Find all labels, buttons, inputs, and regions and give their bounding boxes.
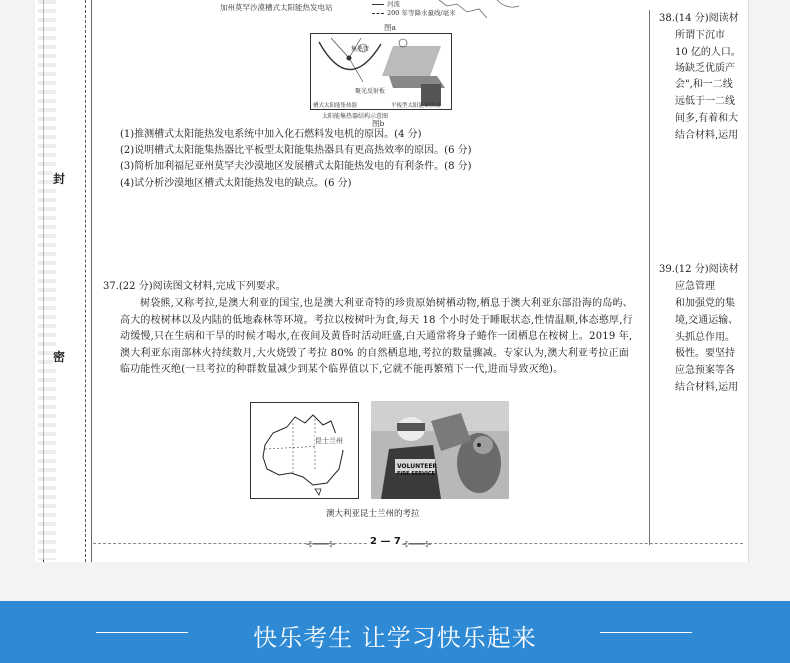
q38-line-4: 场缺乏优质产 [675, 63, 735, 74]
watermark-strip [38, 0, 56, 560]
map-label-queensland: 昆士兰州 [315, 433, 343, 450]
q38-line-1: 38.(14 分)阅读材 [659, 13, 739, 24]
label-flat-collector: 平板型太阳能集热器 [391, 103, 441, 109]
figure-a [97, 0, 649, 30]
q39-line-2: 应急管理 [675, 281, 715, 292]
vest-text-2: FIRE SERVICE [397, 471, 435, 477]
page-number: 2 — 7 [367, 536, 404, 547]
label-trough-collector: 槽式太阳能集热器 [313, 103, 358, 109]
vest-text-1: VOLUNTEER [397, 463, 438, 470]
q39-line-4: 境,交通运输、 [675, 315, 739, 326]
banner-line-right [600, 632, 692, 633]
q39-line-1: 39.(12 分)阅读材 [659, 264, 739, 275]
figure-a-caption: 加州莫罕沙漠槽式太阳能热发电站 [220, 3, 333, 12]
binding-dashed-line [85, 0, 86, 562]
q39-line-7: 应急预案等各 [675, 365, 735, 376]
koala-photo-drawing [371, 401, 509, 499]
q39-line-5: 头抓总作用。 [675, 332, 735, 343]
koala-image-caption: 澳大利亚昆士兰州的考拉 [326, 509, 420, 519]
ornament-left: ⊰━━━⊱ [305, 540, 337, 550]
figure-a-label: 图a [384, 23, 396, 32]
australia-map-drawing [251, 403, 358, 498]
binding-char-mi: 密 [53, 346, 65, 367]
q38-line-7: 间多,有着和大 [675, 113, 739, 124]
slogan-banner [0, 601, 790, 663]
figure-a-map-fragment [437, 0, 527, 22]
column-divider [649, 10, 650, 545]
figure-b-title: 太阳能集热器结构示意图 [322, 113, 389, 120]
q38-line-5: 会",和一二线 [675, 79, 733, 90]
label-reflector: 聚光反射板 [355, 88, 386, 95]
q37-heading: 37.(22 分)阅读图文材料,完成下列要求。 [103, 281, 286, 292]
ornament-right: ⊰━━━⊱ [401, 540, 433, 550]
figure-b-label: 图b [372, 119, 385, 128]
banner-slogan: 快乐考生 让学习快乐起来 [253, 624, 537, 652]
q39-line-6: 极性。要坚持 [675, 348, 735, 359]
right-column-questions [653, 0, 747, 545]
australia-map [250, 402, 359, 499]
q38-line-3: 10 亿的人口。 [675, 47, 741, 58]
q36-part-1: (1)推测槽式太阳能热发电系统中加入化石燃料发电机的原因。(4 分) [120, 129, 422, 140]
binding-line-inner [91, 0, 92, 562]
label-collector-tube: 集热管 [351, 46, 370, 53]
question-area [97, 0, 649, 545]
legend-river: 河流 [387, 0, 400, 8]
q37-paragraph: 树袋熊,又称考拉,是澳大利亚的国宝,也是澳大利亚奇特的珍贵原始树栖动物,栖息于澳大利亚东部沿海的岛屿、高大的桉树林以及内陆的低地森林等环境。考拉以桉树叶为食,每天 18 个小时处于睡眠状态,性情温顺,体态憨厚,行动缓慢,只在生病和干旱的时候才喝水,在夜间及黄昏时活动旺盛,白天通常将身子蜷作一团栖息在桉树上。2019 年,澳大利亚东南部林火持续数月,大火烧毁了考拉 80% 的自然栖息地,考拉的数量骤减。专家认为,澳大利亚考拉正面临功能性灭绝(一旦考拉的种群数量减少到某个临界值以下,它就不能再繁殖下一代,进而导致灭绝)。 [120, 298, 633, 375]
binding-char-feng: 封 [53, 168, 65, 189]
q38-line-2: 所谓下沉市 [675, 30, 725, 41]
q36-part-3: (3)简析加利福尼亚州莫罕夫沙漠地区发展槽式太阳能热发电的有利条件。(8 分) [120, 161, 472, 172]
legend-isohyet: 200 年等降水量线/毫米 [387, 9, 456, 17]
figure-b [310, 33, 452, 110]
q39-line-3: 和加强党的集 [675, 298, 735, 309]
q36-part-2: (2)说明槽式太阳能集热器比平板型太阳能集热器具有更高热效率的原因。(6 分) [120, 145, 472, 156]
q38-line-8: 结合材料,运用 [675, 130, 739, 141]
q36-part-4: (4)试分析沙漠地区槽式太阳能热发电的缺点。(6 分) [120, 178, 352, 189]
koala-photo [371, 401, 509, 499]
q39-line-8: 结合材料,运用 [675, 382, 739, 393]
q38-line-6: 远低于一二线 [675, 96, 735, 107]
